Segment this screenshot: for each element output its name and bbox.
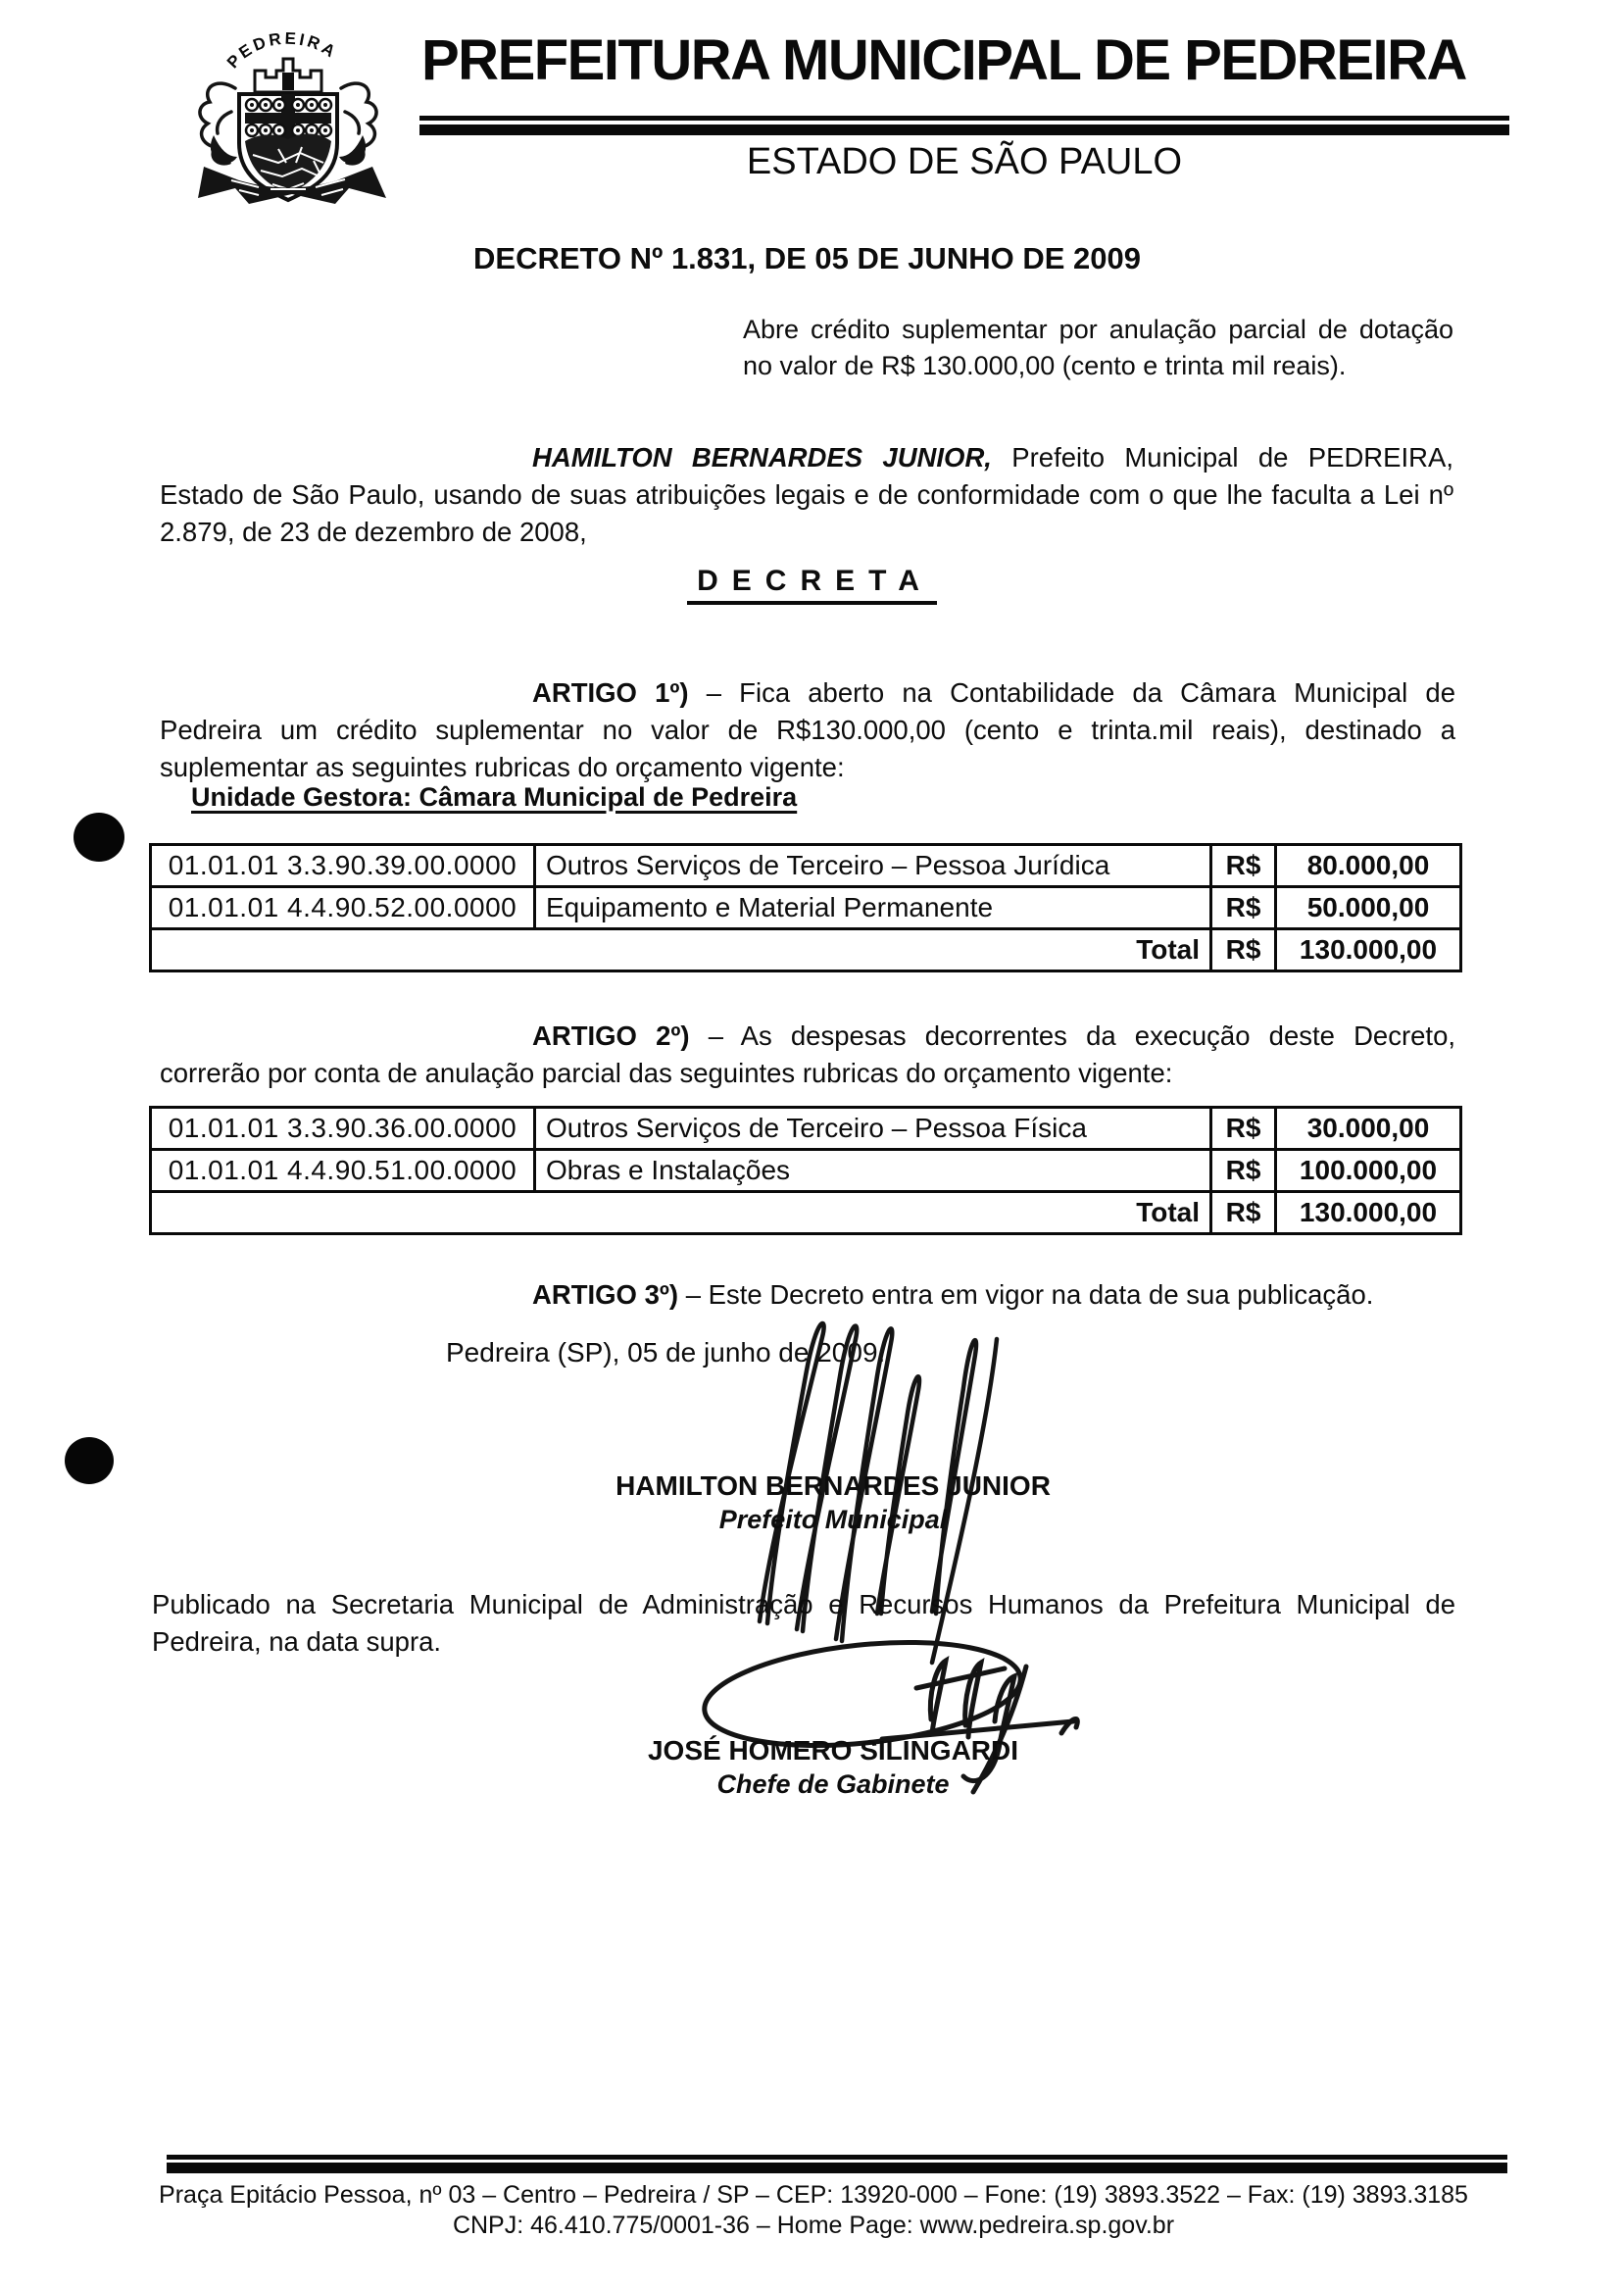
article-2-text: – As despesas decorrentes da execução deste Decreto, correrão por conta de anulação parcial das seguintes rubricas do orçamento vigente: — [160, 1020, 1455, 1088]
masthead-title: PREFEITURA MUNICIPAL DE PEDREIRA — [421, 28, 1466, 92]
article-1-text: – Fica aberto na Contabilidade da Câmara Municipal de Pedreira um crédito suplementar no valor de R$130.000,00 (cento e trinta.mil reais), destinado a suplementar as seguintes rubricas do orçamento vigente: — [160, 677, 1455, 782]
decree-summary: Abre crédito suplementar por anulação parcial de dotação no valor de R$ 130.000,00 (cento e trinta mil reais). — [743, 315, 1453, 380]
account-code-cell: 01.01.01 4.4.90.51.00.0000 — [151, 1150, 535, 1192]
account-code-cell: 01.01.01 4.4.90.52.00.0000 — [151, 887, 535, 929]
article-3-label: ARTIGO 3º) — [532, 1279, 679, 1310]
budget-table-annulment — [149, 1106, 1462, 1235]
managing-unit-heading: Unidade Gestora: Câmara Municipal de Pedreira — [191, 782, 798, 812]
decreta-heading: DECRETA — [0, 565, 1624, 605]
currency-cell: R$ — [1211, 929, 1276, 971]
table-total-row — [151, 1192, 1461, 1234]
signature-2-name: JOSÉ HOMERO SILINGARDI — [647, 1735, 1019, 1766]
footer-line-1: Praça Epitácio Pessoa, nº 03 – Centro – Pedreira / SP – CEP: 13920-000 – Fone: (19) 3893.3522 – Fax: (19) 3893.3185 — [159, 2181, 1468, 2209]
decree-title: DECRETO Nº 1.831, DE 05 DE JUNHO DE 2009 — [473, 241, 1141, 275]
amount-cell: 80.000,00 — [1276, 845, 1461, 887]
emblem-arched-text: PEDREIRA — [222, 28, 341, 73]
total-amount-cell: 130.000,00 — [1276, 1192, 1461, 1234]
amount-cell: 50.000,00 — [1276, 887, 1461, 929]
currency-cell: R$ — [1211, 887, 1276, 929]
currency-cell: R$ — [1211, 1192, 1276, 1234]
signature-1-role: Prefeito Municipal — [718, 1505, 948, 1534]
table-row — [151, 845, 1461, 887]
amount-cell: 100.000,00 — [1276, 1150, 1461, 1192]
table-row — [151, 1108, 1461, 1150]
article-2 — [160, 1018, 1455, 1092]
signature-block-chief — [490, 1735, 1176, 1800]
dateline: Pedreira (SP), 05 de junho de 2009. — [446, 1337, 886, 1368]
publication-note: Publicado na Secretaria Municipal de Administração e Recursos Humanos da Prefeitura Municipal de Pedreira, na data supra. — [152, 1589, 1455, 1657]
signature-2-role: Chefe de Gabinete — [716, 1769, 950, 1799]
article-1-label: ARTIGO 1º) — [532, 677, 689, 708]
punch-hole-mark — [74, 813, 124, 862]
budget-table-supplement — [149, 843, 1462, 972]
article-3-text: – Este Decreto entra em vigor na data de sua publicação. — [678, 1279, 1374, 1310]
mayor-name-inline: HAMILTON BERNARDES JUNIOR, — [532, 442, 992, 473]
account-code-cell: 01.01.01 3.3.90.39.00.0000 — [151, 845, 535, 887]
account-code-cell: 01.01.01 3.3.90.36.00.0000 — [151, 1108, 535, 1150]
table-row — [151, 1150, 1461, 1192]
preamble-text: Prefeito Municipal de PEDREIRA, Estado de São Paulo, usando de suas atribuições legais e de conformidade com o que lhe faculta a Lei nº 2.879, de 23 de dezembro de 2008, — [160, 442, 1453, 547]
footer-address — [78, 2180, 1549, 2241]
amount-cell: 30.000,00 — [1276, 1108, 1461, 1150]
footer-rule-thick — [167, 2163, 1507, 2173]
signature-1-name: HAMILTON BERNARDES JUNIOR — [615, 1470, 1051, 1501]
decree-preamble — [160, 439, 1453, 551]
total-label-cell: Total — [151, 929, 1211, 971]
punch-hole-mark — [65, 1437, 114, 1484]
masthead-rule-thin — [419, 116, 1509, 121]
article-3 — [160, 1276, 1455, 1314]
article-2-label: ARTIGO 2º) — [532, 1020, 690, 1051]
total-label-cell: Total — [151, 1192, 1211, 1234]
description-cell: Equipamento e Material Permanente — [535, 887, 1211, 929]
currency-cell: R$ — [1211, 1108, 1276, 1150]
signature-block-mayor — [490, 1470, 1176, 1535]
article-1 — [160, 674, 1455, 786]
table-total-row — [151, 929, 1461, 971]
masthead-subtitle: ESTADO DE SÃO PAULO — [746, 141, 1183, 182]
description-cell: Outros Serviços de Terceiro – Pessoa Jurídica — [535, 845, 1211, 887]
currency-cell: R$ — [1211, 845, 1276, 887]
currency-cell: R$ — [1211, 1150, 1276, 1192]
municipal-coat-of-arms — [155, 18, 421, 216]
footer-rule-thin — [167, 2155, 1507, 2160]
table-row — [151, 887, 1461, 929]
description-cell: Obras e Instalações — [535, 1150, 1211, 1192]
description-cell: Outros Serviços de Terceiro – Pessoa Física — [535, 1108, 1211, 1150]
total-amount-cell: 130.000,00 — [1276, 929, 1461, 971]
footer-line-2: CNPJ: 46.410.775/0001-36 – Home Page: www.pedreira.sp.gov.br — [452, 2212, 1175, 2239]
coat-of-arms-icon — [155, 18, 421, 216]
masthead-rule-thick — [419, 124, 1509, 135]
